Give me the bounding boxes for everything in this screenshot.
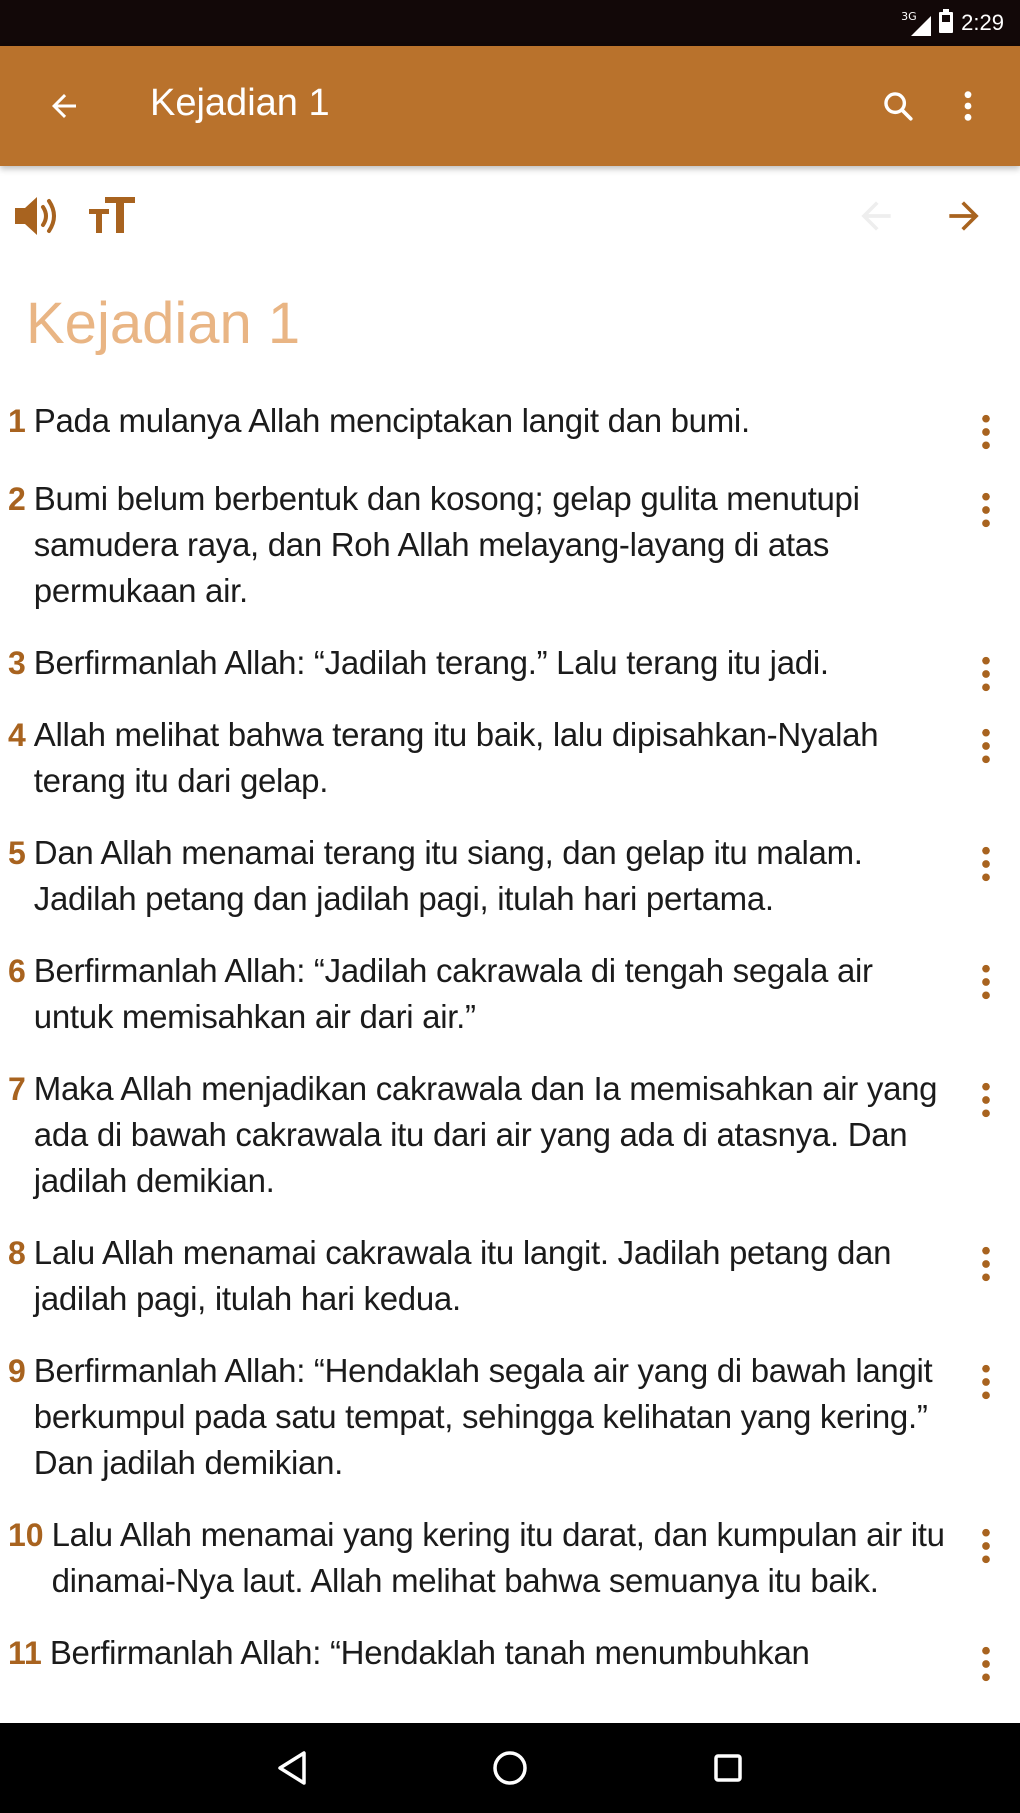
verse-number: 11 xyxy=(8,1635,42,1671)
verse-item[interactable] xyxy=(0,640,1020,686)
verse-menu-button[interactable] xyxy=(964,646,1008,702)
verse-number: 10 xyxy=(8,1517,44,1553)
text-size-icon xyxy=(87,193,137,239)
more-vert-icon xyxy=(981,1362,991,1402)
verse-item[interactable] xyxy=(0,830,1020,922)
arrow-left-icon xyxy=(854,194,898,238)
verse-text: Lalu Allah menamai yang kering itu darat, dan kumpulan air itu dinamai-Nya laut. Allah melihat bahwa semuanya itu baik. xyxy=(51,1516,945,1599)
more-vert-icon xyxy=(981,1080,991,1120)
status-time: 2:29 xyxy=(961,10,1004,35)
verse-item[interactable] xyxy=(0,1348,1020,1486)
more-vert-icon xyxy=(981,412,991,452)
previous-chapter-button[interactable] xyxy=(846,186,906,246)
verse-text: Pada mulanya Allah menciptakan langit dan bumi. xyxy=(33,402,750,439)
status-icons xyxy=(901,9,1004,38)
verse-text: Dan Allah menamai terang itu siang, dan gelap itu malam. Jadilah petang dan jadilah pagi, itulah hari pertama. xyxy=(33,834,863,917)
verse-item[interactable] xyxy=(0,476,1020,614)
verse-text: Berfirmanlah Allah: “Hendaklah tanah menumbuhkan xyxy=(49,1634,810,1671)
audio-button[interactable] xyxy=(8,186,68,246)
more-vert-icon xyxy=(981,1644,991,1684)
verse-item[interactable] xyxy=(0,1230,1020,1322)
verse-text: Allah melihat bahwa terang itu baik, lalu dipisahkan-Nyalah terang itu dari gelap. xyxy=(33,716,879,799)
verse-menu-button[interactable] xyxy=(964,482,1008,538)
verse-number: 4 xyxy=(8,717,26,753)
verse-item[interactable] xyxy=(0,1066,1020,1204)
verse-item[interactable] xyxy=(0,398,1020,444)
network-type-label: 3G xyxy=(901,10,917,23)
more-options-button[interactable] xyxy=(938,76,998,136)
app-bar-title: Kejadian 1 xyxy=(150,82,330,124)
more-vert-icon xyxy=(981,654,991,694)
nav-home-button[interactable] xyxy=(480,1738,540,1798)
verse-menu-button[interactable] xyxy=(964,1354,1008,1410)
more-vert-icon xyxy=(981,1526,991,1566)
nav-recents-button[interactable] xyxy=(698,1738,758,1798)
arrow-right-icon xyxy=(942,194,986,238)
battery-icon xyxy=(939,9,953,38)
next-chapter-button[interactable] xyxy=(934,186,994,246)
verse-menu-button[interactable] xyxy=(964,1236,1008,1292)
speaker-icon xyxy=(13,193,63,239)
verse-menu-button[interactable] xyxy=(964,404,1008,460)
verse-text: Bumi belum berbentuk dan kosong; gelap gulita menutupi samudera raya, dan Roh Allah melayang-layang di atas permukaan air. xyxy=(33,480,860,609)
verse-number: 3 xyxy=(8,645,26,681)
verse-item[interactable] xyxy=(0,712,1020,804)
more-vert-icon xyxy=(962,89,974,123)
more-vert-icon xyxy=(981,490,991,530)
verse-text: Berfirmanlah Allah: “Hendaklah segala air yang di bawah langit berkumpul pada satu tempat, sehingga kelihatan yang kering.” Dan jadilah demikian. xyxy=(33,1352,933,1481)
reader-toolbar xyxy=(0,180,1020,250)
verse-number: 9 xyxy=(8,1353,26,1389)
verse-number: 6 xyxy=(8,953,26,989)
verse-text: Maka Allah menjadikan cakrawala dan Ia memisahkan air yang ada di bawah cakrawala itu dari air yang ada di atasnya. Dan jadilah demikian. xyxy=(33,1070,938,1199)
verse-menu-button[interactable] xyxy=(964,836,1008,892)
nav-back-button[interactable] xyxy=(262,1738,322,1798)
verse-number: 7 xyxy=(8,1071,26,1107)
more-vert-icon xyxy=(981,726,991,766)
verse-item[interactable] xyxy=(0,948,1020,1040)
verse-item[interactable] xyxy=(0,1512,1020,1604)
nav-home-icon xyxy=(491,1749,529,1787)
verse-text: Lalu Allah menamai cakrawala itu langit. Jadilah petang dan jadilah pagi, itulah hari kedua. xyxy=(33,1234,892,1317)
more-vert-icon xyxy=(981,1244,991,1284)
verse-menu-button[interactable] xyxy=(964,954,1008,1010)
back-button[interactable] xyxy=(34,76,94,136)
search-button[interactable] xyxy=(868,76,928,136)
more-vert-icon xyxy=(981,844,991,884)
app-bar xyxy=(0,46,1020,166)
text-size-button[interactable] xyxy=(82,186,142,246)
cell-signal-icon xyxy=(901,10,931,36)
verse-number: 1 xyxy=(8,403,26,439)
search-icon xyxy=(881,89,915,123)
verse-number: 2 xyxy=(8,481,26,517)
verse-text: Berfirmanlah Allah: “Jadilah cakrawala di tengah segala air untuk memisahkan air dari air.” xyxy=(33,952,873,1035)
more-vert-icon xyxy=(981,962,991,1002)
arrow-back-icon xyxy=(46,88,82,124)
verse-list xyxy=(0,398,1020,1718)
verse-menu-button[interactable] xyxy=(964,1636,1008,1692)
system-nav-bar xyxy=(0,1723,1020,1813)
verse-number: 8 xyxy=(8,1235,26,1271)
chapter-heading: Kejadian 1 xyxy=(26,291,301,356)
nav-back-icon xyxy=(276,1750,308,1786)
status-bar xyxy=(0,0,1020,46)
verse-menu-button[interactable] xyxy=(964,718,1008,774)
verse-item[interactable] xyxy=(0,1630,1020,1676)
verse-menu-button[interactable] xyxy=(964,1072,1008,1128)
verse-text: Berfirmanlah Allah: “Jadilah terang.” Lalu terang itu jadi. xyxy=(33,644,829,681)
nav-recents-icon xyxy=(713,1753,743,1783)
verse-number: 5 xyxy=(8,835,26,871)
verse-menu-button[interactable] xyxy=(964,1518,1008,1574)
